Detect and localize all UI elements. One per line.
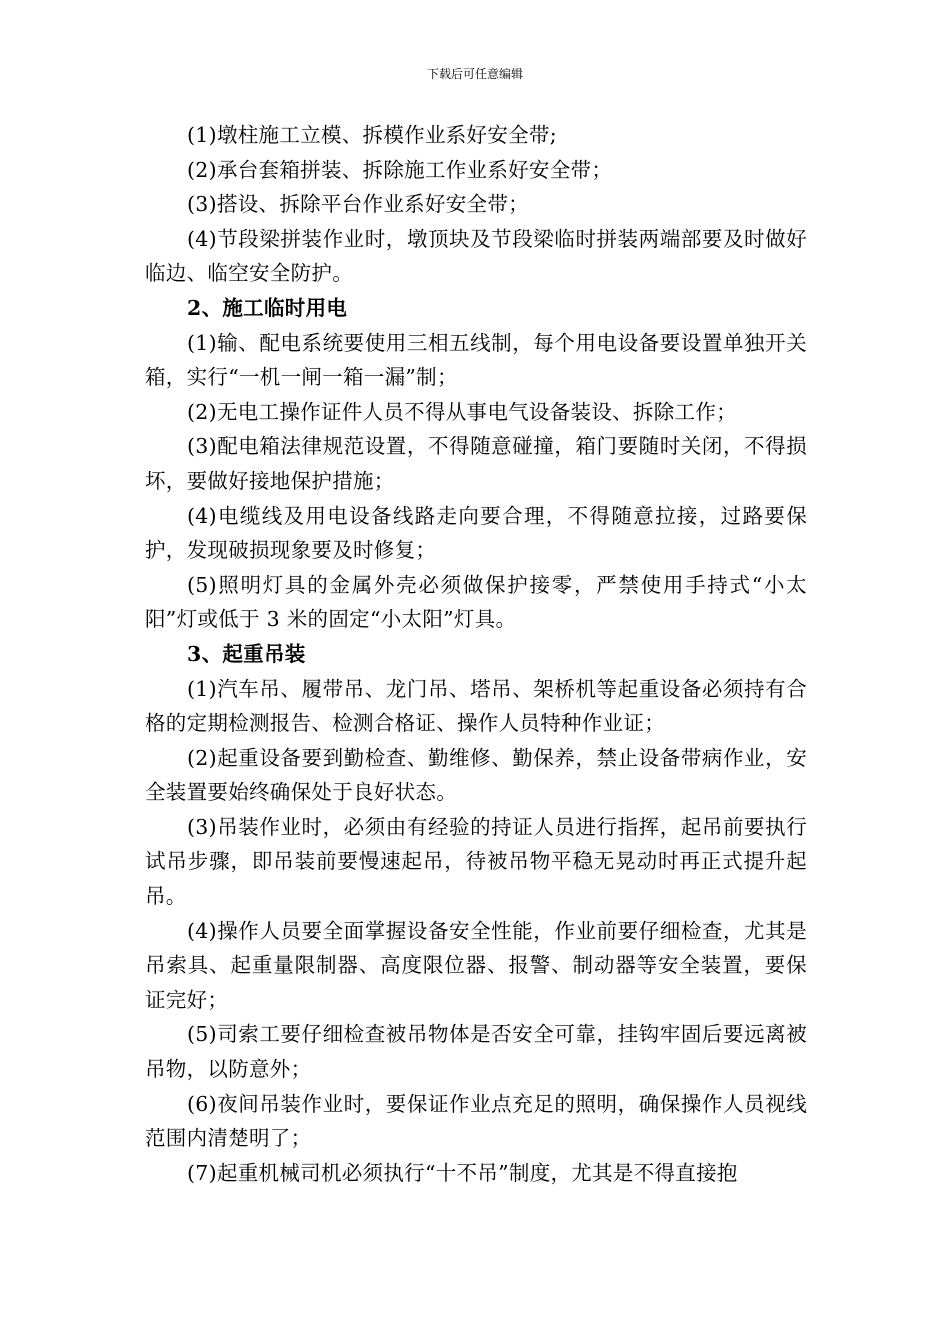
list-item: (6)夜间吊装作业时，要保证作业点充足的照明，确保操作人员视线范围内清楚明了；: [145, 1091, 807, 1151]
list-item: (7)起重机械司机必须执行“十不吊”制度，尤其是不得直接抱: [187, 1160, 738, 1185]
list-item: (3)吊装作业时，必须由有经验的持证人员进行指挥，起吊前要执行试吊步骤，即吊装前要慢速起吊，待被吊物平稳无晃动时再正式提升起吊。: [145, 814, 807, 909]
document-body: [145, 118, 807, 1190]
list-item: (3)搭设、拆除平台作业系好安全带；: [187, 192, 529, 217]
list-item: (5)司索工要仔细检查被吊物体是否安全可靠，挂钩牢固后要远离被吊物，以防意外；: [145, 1022, 807, 1082]
section-heading: 3、起重吊装: [187, 641, 306, 666]
list-item: (4)电缆线及用电设备线路走向要合理，不得随意拉接，过路要保护，发现破损现象要及时修复；: [145, 503, 807, 563]
section-heading: 2、施工临时用电: [187, 295, 348, 320]
list-item: (4)节段梁拼装作业时，墩顶块及节段梁临时拼装两端部要及时做好临边、临空安全防护。: [145, 226, 807, 286]
list-item: (3)配电箱法律规范设置，不得随意碰撞，箱门要随时关闭，不得损坏，要做好接地保护措施；: [145, 434, 807, 493]
list-item: (5)照明灯具的金属外壳必须做保护接零，严禁使用手持式“小太阳”灯或低于 3 米的固定“小太阳”灯具。: [145, 572, 807, 632]
list-item: (1)墩柱施工立模、拆模作业系好安全带;: [187, 123, 557, 147]
list-item: (2)起重设备要到勤检查、勤维修、勤保养，禁止设备带病作业，安全装置要始终确保处于良好状态。: [145, 745, 807, 805]
list-item: (1)汽车吊、履带吊、龙门吊、塔吊、架桥机等起重设备必须持有合格的定期检测报告、检测合格证、操作人员特种作业证；: [145, 676, 807, 736]
page-header: 下载后可任意编辑: [426, 67, 523, 81]
list-item: (2)无电工操作证件人员不得从事电气设备装设、拆除工作；: [187, 399, 737, 424]
list-item: (1)输、配电系统要使用三相五线制，每个用电设备要设置单独开关箱，实行“一机一闸一箱一漏”制；: [145, 330, 807, 390]
list-item: (2)承台套箱拼装、拆除施工作业系好安全带；: [187, 157, 613, 182]
list-item: (4)操作人员要全面掌握设备安全性能，作业前要仔细检查，尤其是吊索具、起重量限制器、高度限位器、报警、制动器等安全装置，要保证完好；: [145, 918, 807, 1012]
